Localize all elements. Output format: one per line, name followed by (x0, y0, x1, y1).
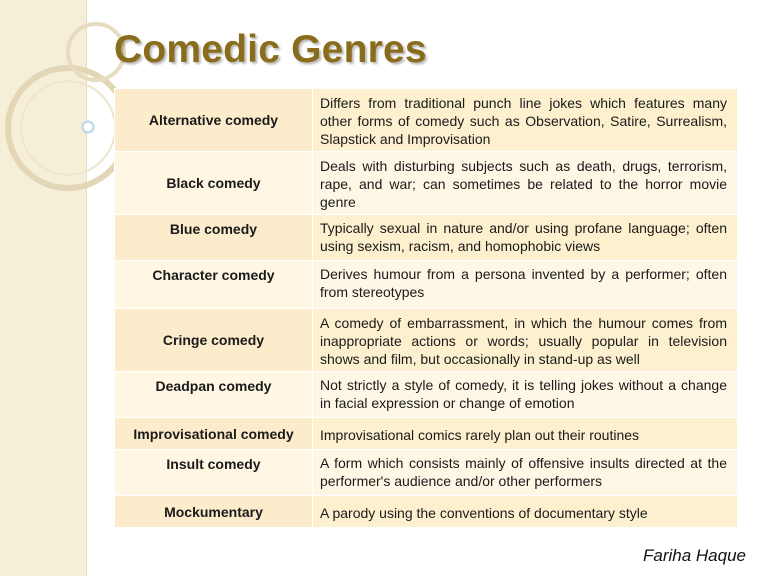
genre-name: Mockumentary (115, 496, 313, 528)
table-row (115, 261, 738, 309)
genres-table (114, 88, 738, 528)
genre-description: A form which consists mainly of offensive insults directed at the performer's audience and/or other performers (313, 450, 738, 496)
table-row (115, 309, 738, 372)
genre-description: Derives humour from a persona invented by a performer; often from stereotypes (313, 261, 738, 309)
table-row (115, 89, 738, 152)
genre-name: Alternative comedy (115, 89, 313, 152)
genre-description: Deals with disturbing subjects such as death, drugs, terrorism, rape, and war; can sometimes be related to the horror movie genre (313, 152, 738, 215)
genre-description: Typically sexual in nature and/or using profane language; often using sexism, racism, and homophobic views (313, 215, 738, 261)
genre-description: Differs from traditional punch line jokes which features many other forms of comedy such as Observation, Satire, Surrealism, Slapstick and Improvisation (313, 89, 738, 152)
author-credit: Fariha Haque (642, 546, 746, 565)
genre-description: A comedy of embarrassment, in which the humour comes from inappropriate actions or words; usually popular in television shows and film, but occasionally in stand-up as well (313, 309, 738, 372)
genre-name: Blue comedy (115, 215, 313, 261)
genre-name: Character comedy (115, 261, 313, 309)
genre-description: A parody using the conventions of documentary style (313, 496, 738, 528)
ring-accent (21, 81, 115, 175)
genre-description: Not strictly a style of comedy, it is telling jokes without a change in facial expression or change of emotion (313, 372, 738, 418)
table-row (115, 496, 738, 528)
genre-name: Deadpan comedy (115, 372, 313, 418)
genre-name: Improvisational comedy (115, 418, 313, 450)
genre-name: Insult comedy (115, 450, 313, 496)
genre-description: Improvisational comics rarely plan out their routines (313, 418, 738, 450)
genre-name: Black comedy (115, 152, 313, 215)
bubble-icon (83, 122, 94, 133)
table-row (115, 450, 738, 496)
table-row (115, 152, 738, 215)
table-row (115, 372, 738, 418)
slide-title: Comedic Genres (114, 28, 427, 71)
table-row (115, 215, 738, 261)
genre-name: Cringe comedy (115, 309, 313, 372)
table-row (115, 418, 738, 450)
large-ring (8, 68, 128, 188)
